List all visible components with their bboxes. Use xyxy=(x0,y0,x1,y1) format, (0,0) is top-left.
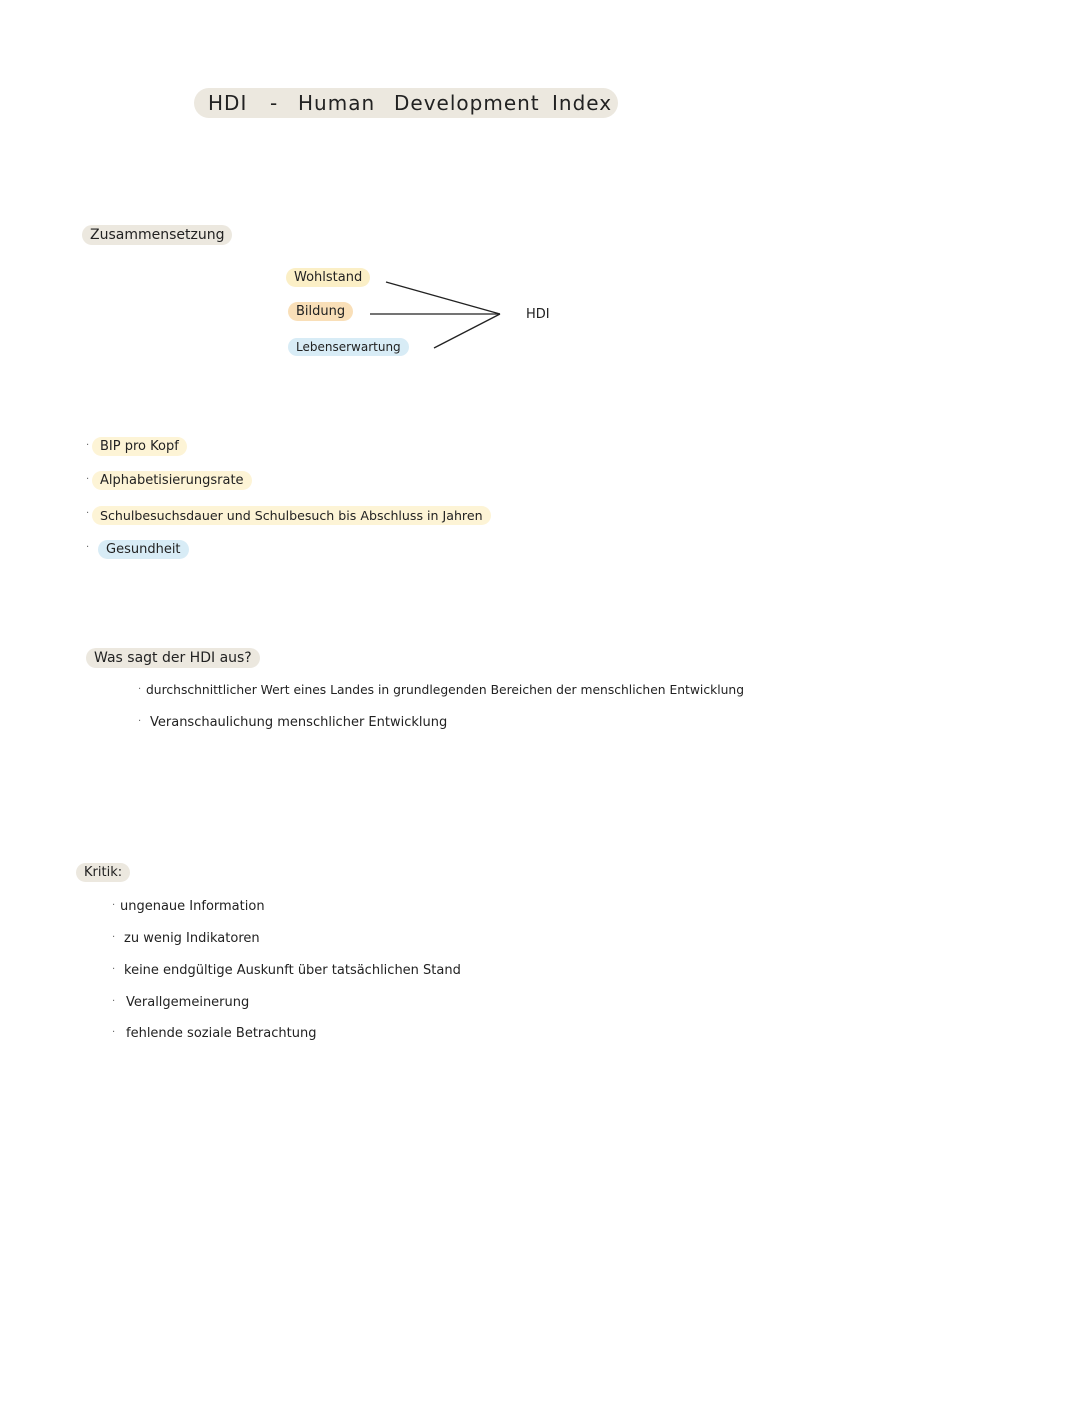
bullet-dot: · xyxy=(86,440,90,451)
bullet-dot: · xyxy=(112,932,116,943)
criticism-point: fehlende soziale Betrachtung xyxy=(126,1026,317,1041)
title-abbr: HDI xyxy=(208,91,248,115)
meaning-point: durchschnittlicher Wert eines Landes in grundlegenden Bereichen der menschlichen Entwicklung xyxy=(146,683,745,697)
input-bildung: Bildung xyxy=(288,302,353,321)
bullet-dot: · xyxy=(86,508,90,519)
bullet-dot: · xyxy=(112,900,116,911)
indicator-alphabetisierung: Alphabetisierungsrate xyxy=(92,471,252,490)
indicator-bip: BIP pro Kopf xyxy=(92,437,187,456)
criticism-point: Verallgemeinerung xyxy=(126,995,250,1010)
bullet-dot: · xyxy=(86,474,90,485)
bullet-dot: · xyxy=(112,964,116,975)
composition-heading: Zusammensetzung xyxy=(82,225,232,245)
criticism-point: ungenaue Information xyxy=(120,899,265,914)
input-wohlstand: Wohlstand xyxy=(286,268,370,287)
indicator-schulbesuch: Schulbesuchsdauer und Schulbesuch bis Abschluss in Jahren xyxy=(92,506,491,525)
meaning-heading: Was sagt der HDI aus? xyxy=(86,648,260,668)
bullet-dot: · xyxy=(138,684,142,695)
composition-arrows xyxy=(360,270,520,360)
arrow-line-wohlstand xyxy=(386,282,500,314)
bullet-dot: · xyxy=(112,996,116,1007)
composition-result: HDI xyxy=(526,307,550,322)
indicator-gesundheit: Gesundheit xyxy=(98,540,189,559)
criticism-point: keine endgültige Auskunft über tatsächlichen Stand xyxy=(124,963,461,978)
page-title xyxy=(194,88,618,118)
bullet-dot: · xyxy=(86,542,90,553)
title-dash: - xyxy=(270,91,279,115)
input-lebenserwartung: Lebenserwartung xyxy=(288,338,409,356)
title-word-development: Development xyxy=(394,91,540,115)
bullet-dot: · xyxy=(112,1027,116,1038)
bullet-dot: · xyxy=(138,716,142,727)
title-word-human: Human xyxy=(298,91,376,115)
meaning-point: Veranschaulichung menschlicher Entwicklung xyxy=(150,715,448,730)
title-word-index: Index xyxy=(552,91,613,115)
criticism-point: zu wenig Indikatoren xyxy=(124,931,260,946)
criticism-heading: Kritik: xyxy=(76,863,130,882)
arrow-line-lebenserwartung xyxy=(434,314,500,348)
